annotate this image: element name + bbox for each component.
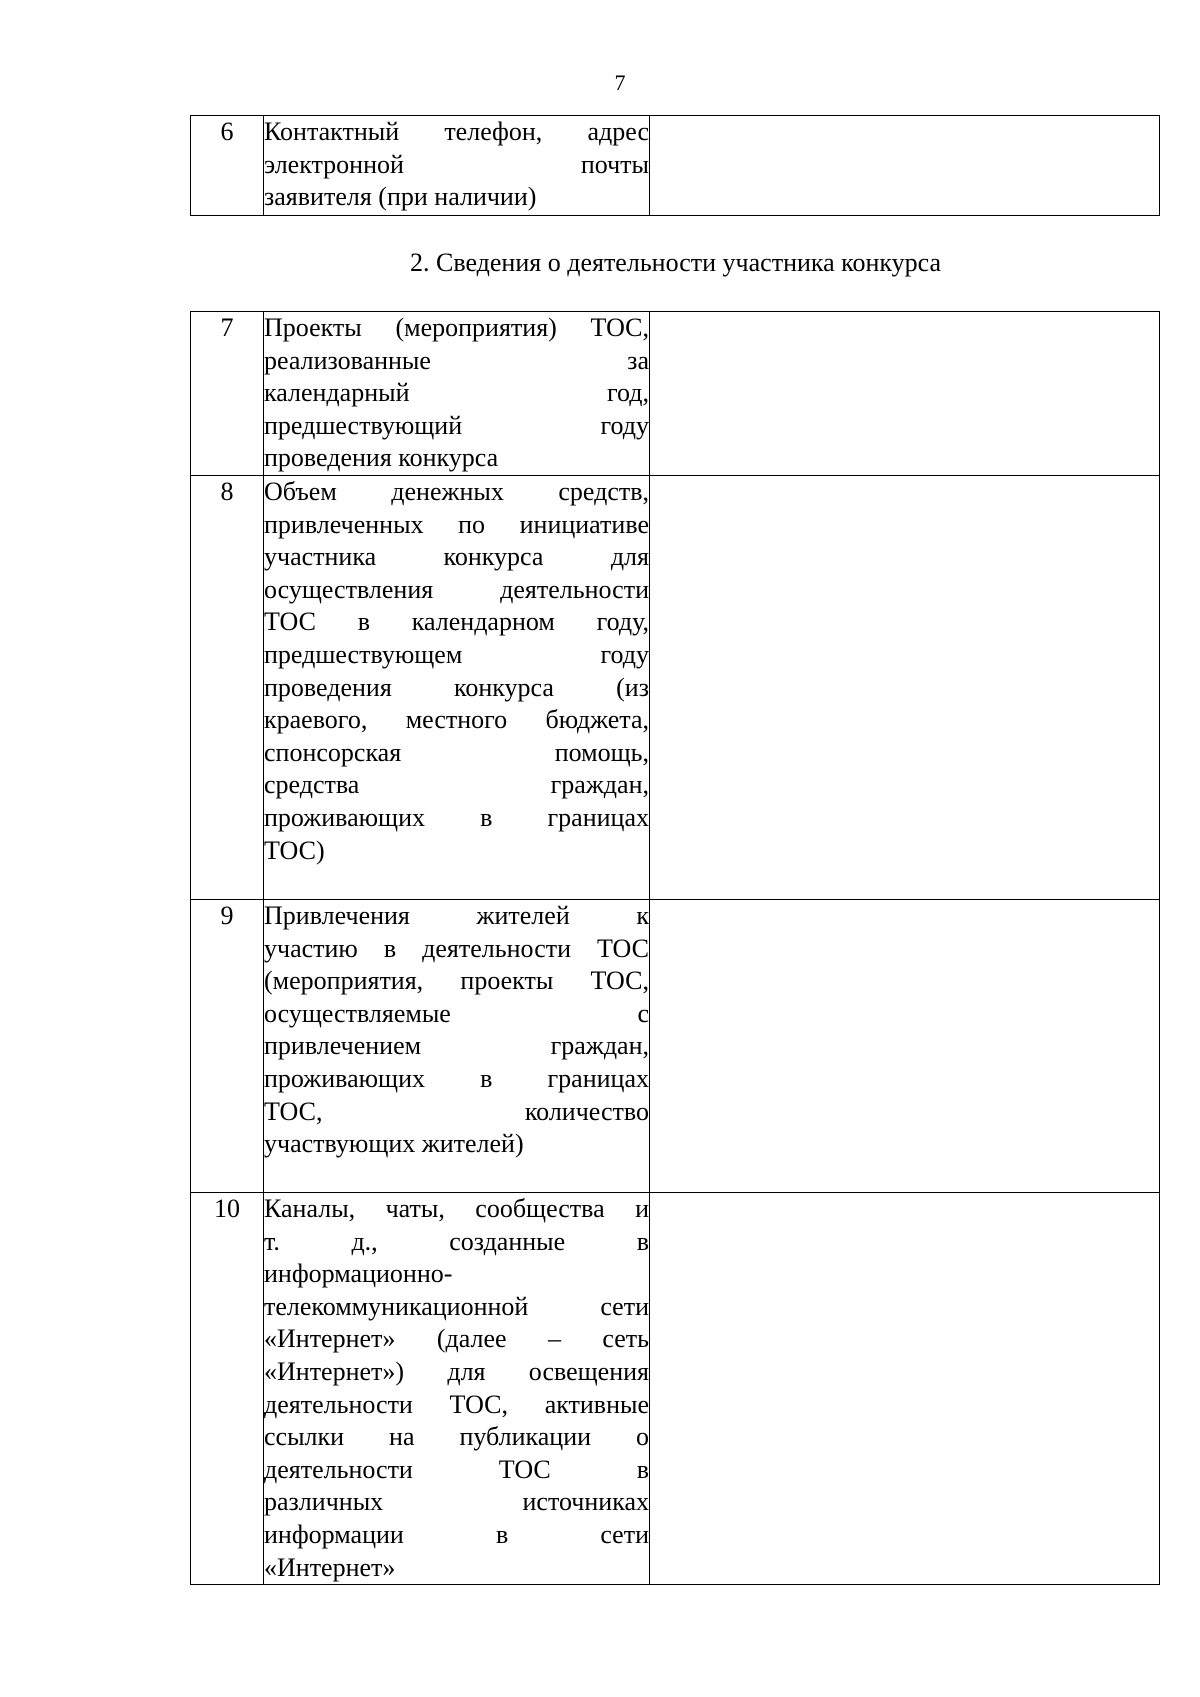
page-number: 7 [614,70,626,95]
label-lines [264,476,649,867]
table-row [191,1192,1160,1584]
row-value-cell[interactable] [650,475,1160,899]
row-number: 8 [191,475,264,899]
participant-activity-table [190,311,1160,1585]
label-line: (мероприятия, проекты ТОС, [264,966,649,996]
label-line: ТОС, количество [264,1096,649,1126]
label-line: деятельности ТОС, активные [264,1389,649,1419]
label-line: ТОС) [264,835,325,865]
label-line: различных источниках [264,1487,649,1517]
label-line: участию в деятельности ТОС [264,933,649,963]
label-line: спонсорская помощь, [264,737,649,767]
row-label [264,312,650,476]
label-line: проведения конкурса (из [264,672,649,702]
row-label [264,116,650,216]
row-label [264,475,650,899]
label-lines [264,1193,649,1584]
row-number: 7 [191,312,264,476]
label-line: реализованные за [264,345,649,375]
label-line: деятельности ТОС в [264,1454,649,1484]
row-value-cell[interactable] [650,312,1160,476]
label-line: привлеченных по инициативе [264,509,649,539]
label-line: «Интернет» [264,1552,396,1582]
section-heading: 2. Сведения о деятельности участника конкурса [410,248,942,277]
row-label [264,1192,650,1584]
label-line: информации в сети [264,1519,649,1549]
label-line: «Интернет») для освещения [264,1356,649,1386]
table-row [191,475,1160,899]
label-line: календарный год, [264,378,649,408]
label-line: Каналы, чаты, сообщества и [264,1193,649,1223]
label-line: информационно- [264,1259,453,1289]
label-line: ТОС в календарном году, [264,607,649,637]
row-value-cell[interactable] [650,899,1160,1192]
label-line: предшествующем году [264,639,649,669]
applicant-contact-table [190,115,1160,216]
row-value-cell[interactable] [650,1192,1160,1584]
label-line: электронной почты [264,149,649,179]
label-line: участвующих жителей) [264,1129,524,1159]
label-line: проведения конкурса [264,443,499,473]
label-line: проживающих в границах [264,1063,649,1093]
label-line: ссылки на публикации о [264,1422,649,1452]
label-line: привлечением граждан, [264,1031,649,1061]
label-line: Проекты (мероприятия) ТОС, [264,313,649,342]
label-line: «Интернет» (далее – сеть [264,1324,649,1354]
row-label [264,899,650,1192]
row-number: 9 [191,899,264,1192]
label-line: Привлечения жителей к [264,900,649,930]
label-line: осуществления деятельности [264,574,649,604]
label-lines [264,900,649,1161]
row-value-cell[interactable] [650,116,1160,216]
label-line: Контактный телефон, адрес [264,117,649,146]
label-line: средства граждан, [264,770,649,800]
label-line: заявителя (при наличии) [264,182,537,212]
label-lines [264,312,649,475]
table-row [191,899,1160,1192]
label-line: участника конкурса для [264,542,649,572]
table-row [191,116,1160,216]
label-line: Объем денежных средств, [264,476,649,506]
label-lines [264,116,649,214]
row-number: 10 [191,1192,264,1584]
table-row [191,312,1160,476]
label-line: т. д., созданные в [264,1226,649,1256]
label-line: осуществляемые с [264,998,649,1028]
label-line: краевого, местного бюджета, [264,705,649,735]
label-line: предшествующий году [264,410,649,440]
label-line: проживающих в границах [264,802,649,832]
row-number: 6 [191,116,264,216]
label-line: телекоммуникационной сети [264,1291,649,1321]
